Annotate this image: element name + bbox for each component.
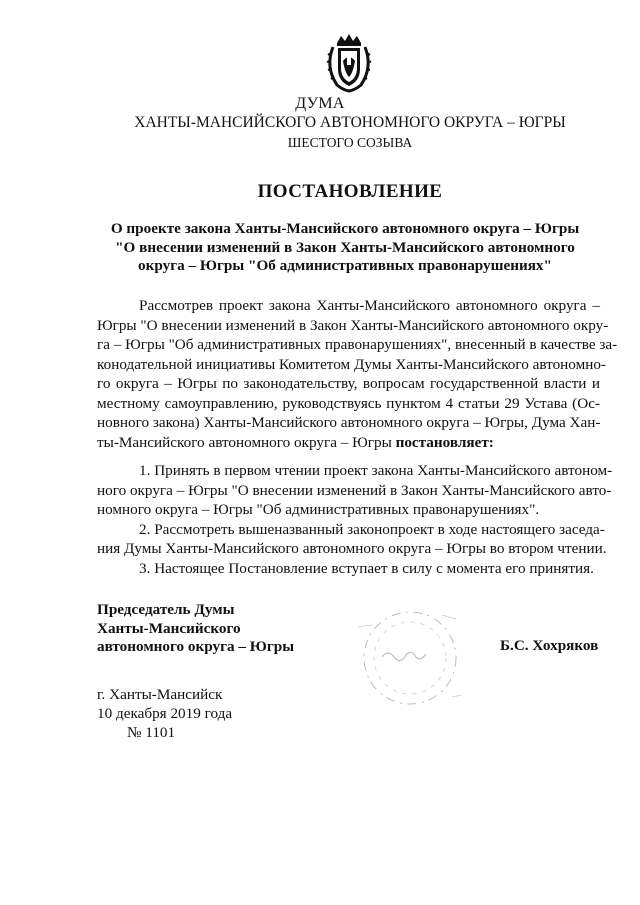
date: 10 декабря 2019 года — [97, 705, 233, 722]
subject-line: "О внесении изменений в Закон Ханты-Мансийского автономного — [115, 238, 575, 256]
intro-line: Рассмотрев проект закона Ханты-Мансийского автономного округа – — [139, 297, 600, 314]
intro-line: го округа – Югры по законодательству, вопросам государственной власти и — [97, 375, 600, 392]
intro-line: новного закона) Ханты-Мансийского автономного округа – Югры, Дума Хан- — [97, 414, 601, 431]
item-line: ния Думы Ханты-Мансийского автономного округа – Югры во втором чтении. — [97, 540, 607, 557]
resolution-subject — [95, 220, 595, 276]
position-line: Председатель Думы — [97, 601, 235, 618]
city: г. Ханты-Мансийск — [97, 686, 223, 703]
intro-line: га – Югры "Об административных правонарушениях", внесенный в качестве за- — [97, 336, 618, 353]
intro-line: конодательной инициативы Комитетом Думы Ханты-Мансийского автономно- — [97, 355, 606, 373]
item-line: 3. Настоящее Постановление вступает в силу с момента его принятия. — [139, 559, 594, 577]
item-line: номного округа – Югры "Об административных правонарушениях". — [97, 501, 540, 518]
convocation-heading: ШЕСТОГО СОЗЫВА — [287, 135, 413, 150]
coat-of-arms-icon — [323, 33, 375, 93]
subject-line: округа – Югры "Об административных правонарушениях" — [138, 257, 552, 274]
intro-line: Югры "О внесении изменений в Закон Ханты-Мансийского автономного окру- — [97, 316, 609, 334]
item-line: 2. Рассмотреть вышеназванный законопроект в ходе настоящего заседа- — [139, 520, 605, 538]
subject-line: О проекте закона Ханты-Мансийского автономного округа – Югры — [110, 220, 580, 237]
document-title: ПОСТАНОВЛЕНИЕ — [257, 181, 443, 202]
item-line: ного округа – Югры "О внесении изменений в Закон Ханты-Мансийского авто- — [97, 481, 612, 499]
duma-heading: ДУМА — [295, 95, 345, 112]
document-footer — [97, 685, 232, 742]
signatory-name: Б.С. Хохряков — [500, 637, 599, 654]
position-line: Ханты-Мансийского — [97, 619, 241, 637]
okrug-heading: ХАНТЫ-МАНСИЙСКОГО АВТОНОМНОГО ОКРУГА – ЮГРЫ — [134, 114, 566, 131]
resolution-items — [97, 461, 613, 578]
intro-line: местному самоуправлению, руководствуясь пунктом 4 статьи 29 Устава (Ос- — [97, 394, 600, 412]
intro-line — [97, 433, 600, 453]
signatory-position — [97, 601, 294, 657]
intro-paragraph — [97, 296, 618, 452]
resolves-keyword: постановляет: — [395, 433, 494, 451]
item-line: 1. Принять в первом чтении проект закона Ханты-Мансийского автоном- — [139, 462, 613, 479]
official-seal-stamp — [352, 607, 464, 709]
position-line: автономного округа – Югры — [97, 638, 295, 655]
intro-last-text: ты-Мансийского автономного округа – Югры — [97, 433, 396, 451]
document-number: № 1101 — [127, 724, 176, 741]
